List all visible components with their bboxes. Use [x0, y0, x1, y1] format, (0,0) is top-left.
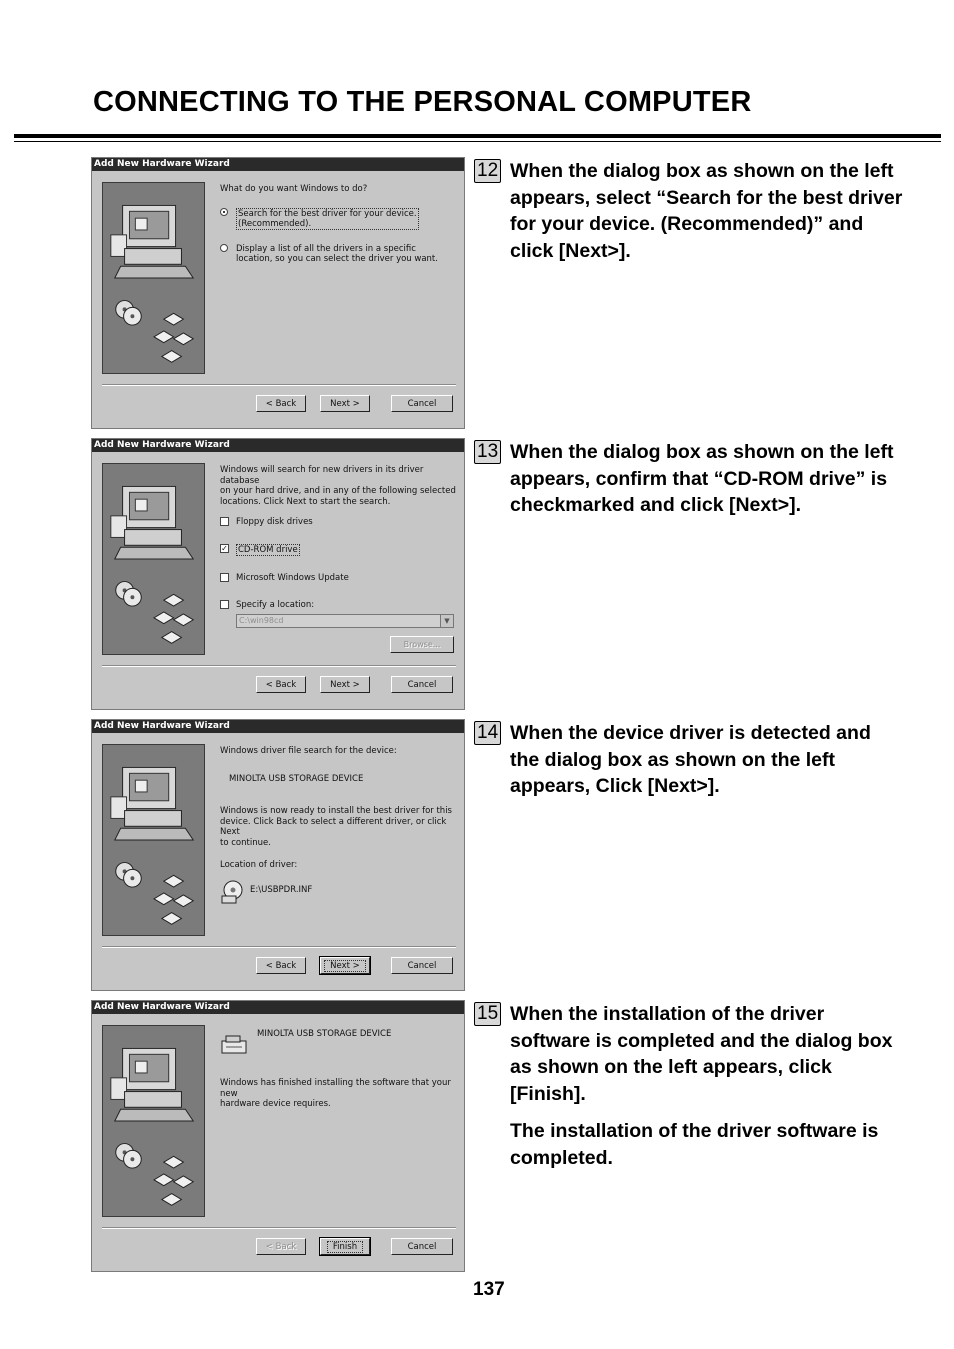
ready-text-1: Windows is now ready to install the best driver for this	[220, 806, 452, 816]
next-button[interactable]: Next >	[320, 395, 370, 412]
next-button-label: Next >	[324, 960, 366, 972]
wizard-question: What do you want Windows to do?	[220, 184, 368, 194]
option-search-label: Search for the best driver for your device.	[238, 209, 417, 219]
dialog-titlebar: Add New Hardware Wizard	[92, 1001, 464, 1014]
checkbox-location-label: Specify a location:	[236, 600, 315, 610]
step-text: When the installation of the driver software is completed and the dialog box as shown on the left appears, click [Finish].	[510, 1003, 893, 1105]
device-name: MINOLTA USB STORAGE DEVICE	[229, 773, 364, 784]
wizard-dialog-search	[91, 157, 465, 429]
finish-button[interactable]	[320, 1238, 370, 1255]
device-name: MINOLTA USB STORAGE DEVICE	[257, 1029, 392, 1039]
step-number-badge: 14	[474, 721, 501, 745]
finish-button-label: Finish	[327, 1241, 363, 1253]
step-15	[474, 1001, 904, 1171]
page-title: CONNECTING TO THE PERSONAL COMPUTER	[93, 86, 752, 118]
dialog-separator	[102, 1227, 456, 1229]
checkmark-icon: ✓	[221, 544, 228, 553]
finished-text-1: Windows has finished installing the software that your new	[220, 1078, 451, 1099]
dropdown-arrow-icon[interactable]: ▼	[440, 615, 453, 627]
step-14	[474, 720, 904, 800]
driver-path: E:\USBPDR.INF	[250, 884, 313, 895]
option-display-list[interactable]	[220, 244, 456, 264]
dialog-titlebar: Add New Hardware Wizard	[92, 158, 464, 171]
checkbox-floppy-label: Floppy disk drives	[236, 517, 313, 527]
location-combobox[interactable]	[236, 614, 454, 628]
option-search-label-2: (Recommended).	[238, 219, 312, 229]
search-intro-2: on your hard drive, and in any of the following selected	[220, 486, 456, 496]
step-number-badge: 15	[474, 1002, 501, 1026]
next-button[interactable]: Next >	[320, 676, 370, 693]
page-number: 137	[473, 1279, 505, 1300]
title-rule-thin	[14, 141, 941, 142]
radio-selected-icon	[220, 208, 228, 216]
dialog-titlebar: Add New Hardware Wizard	[92, 720, 464, 733]
step-text: When the dialog box as shown on the left appears, select “Search for the best driver for your device. (Recommended)” and click [Next>].	[510, 160, 903, 262]
ready-text-3: to continue.	[220, 837, 271, 848]
ready-text-2: device. Click Back to select a different driver, or click Next	[220, 816, 447, 837]
step-13	[474, 439, 904, 519]
back-button: < Back	[256, 1238, 306, 1255]
step-12	[474, 158, 904, 264]
search-intro-1: Windows will search for new drivers in its driver database	[220, 465, 424, 486]
checkbox-specify-location[interactable]	[220, 600, 456, 610]
step-number-badge: 13	[474, 440, 501, 464]
dialog-titlebar: Add New Hardware Wizard	[92, 439, 464, 452]
option-search-best-driver[interactable]	[220, 208, 456, 230]
browse-button[interactable]: Browse...	[390, 636, 454, 653]
back-button[interactable]: < Back	[256, 957, 306, 974]
checkbox-cdrom[interactable]	[220, 544, 456, 556]
checkbox-update-label: Microsoft Windows Update	[236, 573, 349, 583]
option-display-label: Display a list of all the drivers in a specific	[236, 244, 416, 254]
wizard-dialog-driver-found	[91, 719, 465, 991]
checkbox-cdrom-label: CD-ROM drive	[238, 545, 298, 555]
location-value: C:\win98cd	[239, 616, 284, 625]
radio-unselected-icon	[220, 244, 228, 252]
dialog-separator	[102, 665, 456, 667]
driver-location-label: Location of driver:	[220, 860, 298, 870]
step-number-badge: 12	[474, 159, 501, 183]
driver-search-label: Windows driver file search for the device:	[220, 746, 397, 756]
usb-device-icon	[220, 1033, 248, 1057]
checkbox-unchecked-icon	[220, 600, 229, 609]
back-button[interactable]: < Back	[256, 676, 306, 693]
option-display-label-2: location, so you can select the driver you want.	[236, 254, 438, 264]
cancel-button[interactable]: Cancel	[391, 395, 453, 412]
cancel-button[interactable]: Cancel	[391, 957, 453, 974]
cancel-button[interactable]: Cancel	[391, 1238, 453, 1255]
back-button[interactable]: < Back	[256, 395, 306, 412]
search-intro-3: locations. Click Next to start the search.	[220, 496, 391, 507]
cancel-button[interactable]: Cancel	[391, 676, 453, 693]
dialog-separator	[102, 946, 456, 948]
checkbox-windows-update[interactable]	[220, 573, 456, 583]
wizard-dialog-locations	[91, 438, 465, 710]
wizard-computer-illustration	[102, 182, 205, 374]
checkbox-unchecked-icon	[220, 573, 229, 582]
wizard-computer-illustration	[102, 463, 205, 655]
step-text: When the device driver is detected and the dialog box as shown on the left appears, Click [Next>].	[510, 722, 871, 797]
title-rule-thick	[14, 134, 941, 138]
checkbox-floppy[interactable]	[220, 517, 456, 527]
step-text: When the dialog box as shown on the left appears, confirm that “CD-ROM drive” is checkmarked and click [Next>].	[510, 441, 894, 516]
next-button[interactable]	[320, 957, 370, 974]
wizard-dialog-finished	[91, 1000, 465, 1272]
cd-driver-icon	[220, 879, 246, 905]
wizard-computer-illustration	[102, 1025, 205, 1217]
dialog-separator	[102, 384, 456, 386]
finished-text-2: hardware device requires.	[220, 1099, 331, 1109]
step-note: The installation of the driver software is completed.	[510, 1120, 879, 1169]
wizard-computer-illustration	[102, 744, 205, 936]
checkbox-unchecked-icon	[220, 517, 229, 526]
